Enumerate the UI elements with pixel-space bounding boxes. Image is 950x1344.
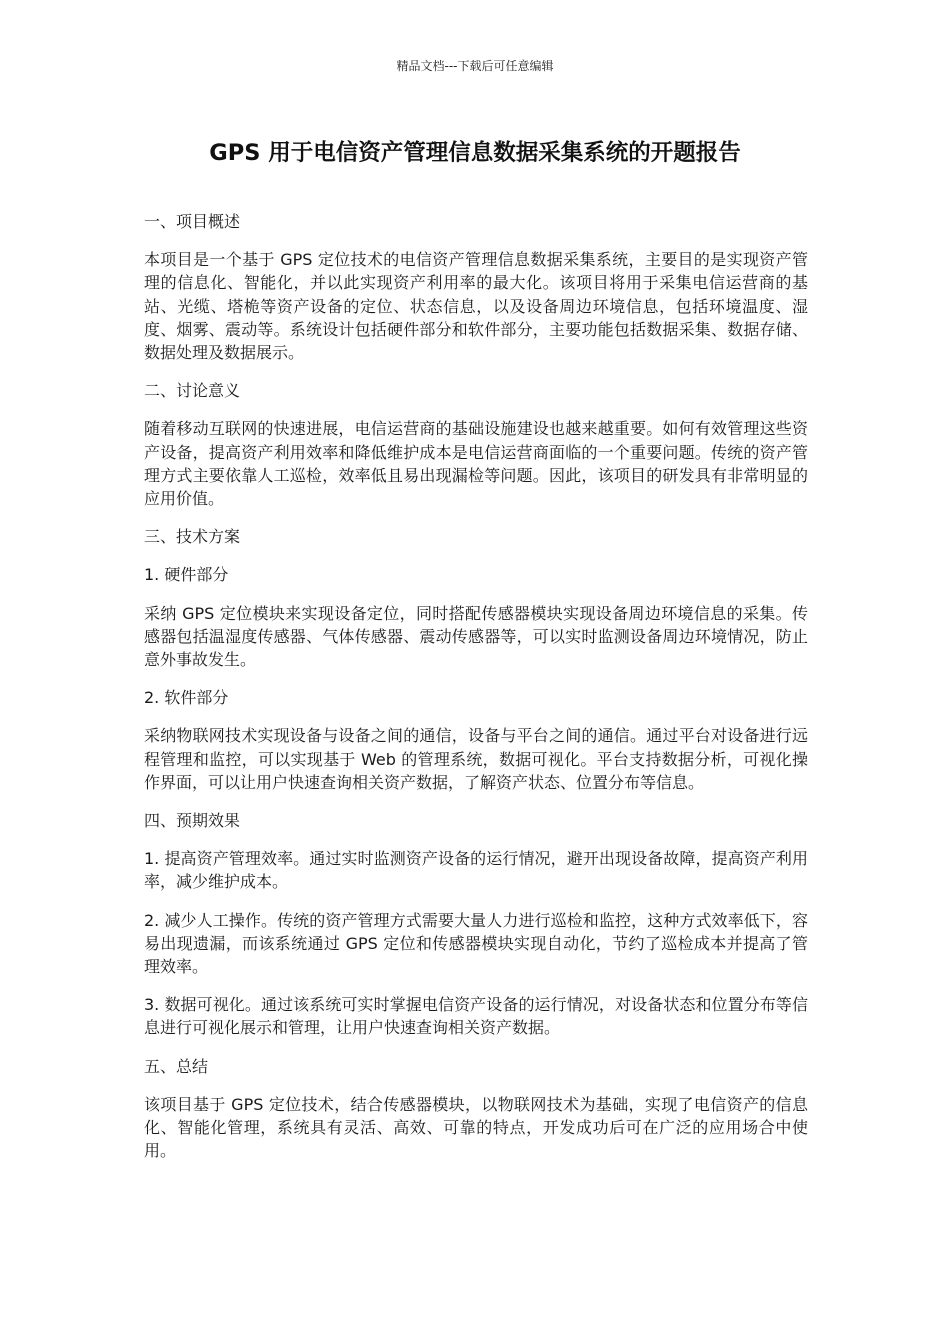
document-body (144, 210, 808, 1163)
paragraph-expected-result-1: 1. 提高资产管理效率。通过实时监测资产设备的运行情况，避开出现设备故障，提高资产利用率，减少维护成本。 (144, 849, 808, 892)
section-heading-overview: 一、项目概述 (144, 212, 241, 231)
subsection-heading-software: 2. 软件部分 (144, 688, 229, 708)
section-heading-summary: 五、总结 (144, 1056, 209, 1076)
section-heading-significance: 二、讨论意义 (144, 381, 241, 401)
section-heading-expected-results: 四、预期效果 (144, 811, 241, 831)
document-title: GPS 用于电信资产管理信息数据采集系统的开题报告 (209, 140, 741, 166)
paragraph-overview: 本项目是一个基于 GPS 定位技术的电信资产管理信息数据采集系统，主要目的是实现资产管理的信息化、智能化，并以此实现资产利用率的最大化。该项目将用于采集电信运营商的基站、光缆、塔桅等资产设备的定位、状态信息，以及设备周边环境信息，包括环境温度、湿度、烟雾、震动等。系统设计包括硬件部分和软件部分，主要功能包括数据采集、数据存储、数据处理及数据展示。 (144, 250, 808, 363)
section-heading-technical-plan: 三、技术方案 (144, 527, 241, 547)
header-note: 精品文档---下载后可任意编辑 (396, 59, 554, 73)
paragraph-significance: 随着移动互联网的快速进展，电信运营商的基础设施建设也越来越重要。如何有效管理这些资产设备，提高资产利用效率和降低维护成本是电信运营商面临的一个重要问题。传统的资产管理方式主要依靠人工巡检，效率低且易出现漏检等问题。因此，该项目的研发具有非常明显的应用价值。 (144, 419, 808, 509)
paragraph-hardware: 采纳 GPS 定位模块来实现设备定位，同时搭配传感器模块实现设备周边环境信息的采集。传感器包括温湿度传感器、气体传感器、震动传感器等，可以实时监测设备周边环境情况，防止意外事故发生。 (144, 603, 808, 670)
paragraph-summary: 该项目基于 GPS 定位技术，结合传感器模块，以物联网技术为基础，实现了电信资产的信息化、智能化管理，系统具有灵活、高效、可靠的特点，开发成功后可在广泛的应用场合中使用。 (144, 1094, 808, 1161)
paragraph-expected-result-3: 3. 数据可视化。通过该系统可实时掌握电信资产设备的运行情况，对设备状态和位置分布等信息进行可视化展示和管理，让用户快速查询相关资产数据。 (144, 995, 808, 1038)
subsection-heading-hardware: 1. 硬件部分 (144, 565, 229, 585)
paragraph-expected-result-2: 2. 减少人工操作。传统的资产管理方式需要大量人力进行巡检和监控，这种方式效率低下，容易出现遗漏，而该系统通过 GPS 定位和传感器模块实现自动化，节约了巡检成本并提高了管理效率。 (144, 910, 808, 977)
paragraph-software: 采纳物联网技术实现设备与设备之间的通信，设备与平台之间的通信。通过平台对设备进行远程管理和监控，可以实现基于 Web 的管理系统，数据可视化。平台支持数据分析，可视化操作界面，可以让用户快速查询相关资产数据，了解资产状态、位置分布等信息。 (144, 726, 808, 792)
